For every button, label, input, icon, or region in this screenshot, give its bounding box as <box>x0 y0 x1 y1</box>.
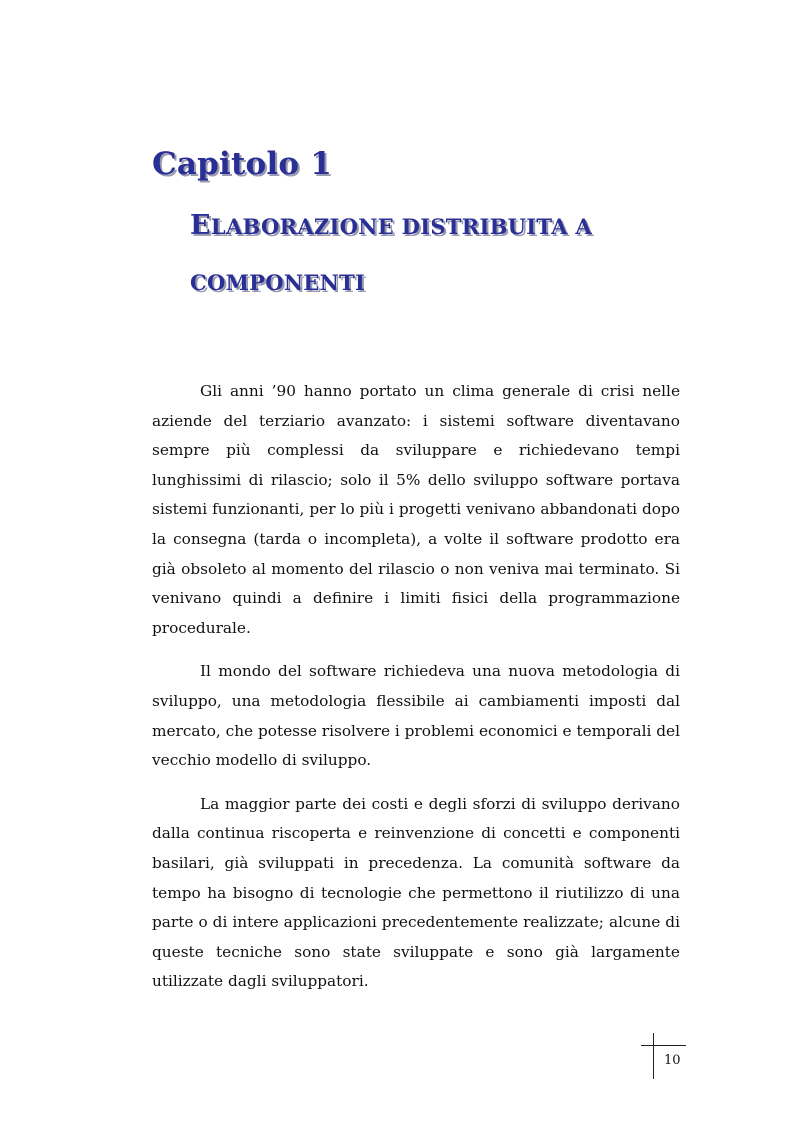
chapter-label: Capitolo 1 <box>152 146 333 182</box>
paragraph-2: Il mondo del software richiedeva una nuova metodologia di sviluppo, una metodologia flessibile ai cambiamenti imposti dal mercato, che potesse risolvere i problemi economici e temporali del vecchio modello di sviluppo. <box>152 662 680 770</box>
page-corner-vertical-rule <box>653 1033 654 1079</box>
paragraph-3: La maggior parte dei costi e degli sforzi di sviluppo derivano dalla continua riscoperta e reinvenzione di concetti e componenti basilari, già sviluppati in precedenza. La comunità software da tempo ha bisogno di tecnologie che permettono il riutilizzo di una parte o di intere applicazioni precedentemente realizzate; alcune di queste tecniche sono state sviluppate e sono già largamente utilizzate dagli sviluppatori. <box>152 794 680 991</box>
page-number: 10 <box>664 1053 681 1068</box>
chapter-title-initial: E <box>190 210 211 241</box>
chapter-title-line-2: COMPONENTI <box>190 270 366 295</box>
paragraph-1: Gli anni ’90 hanno portato un clima generale di crisi nelle aziende del terziario avanzato: i sistemi software diventavano sempre più complessi da sviluppare e richiedevano tempi lunghissimi di rilascio; solo il 5% dello sviluppo software portava sistemi funzionanti, per lo più i progetti venivano abbandonati dopo la consegna (tarda o incompleta), a volte il software prodotto era già obsoleto al momento del rilascio o non veniva mai terminato. Si venivano quindi a definire i limiti fisici della programmazione procedurale. <box>152 382 680 637</box>
page-corner-horizontal-rule <box>641 1045 686 1046</box>
body-text <box>152 377 680 1011</box>
chapter-title-rest: LABORAZIONE DISTRIBUITA A <box>210 214 592 239</box>
chapter-title-line-1 <box>190 210 592 241</box>
